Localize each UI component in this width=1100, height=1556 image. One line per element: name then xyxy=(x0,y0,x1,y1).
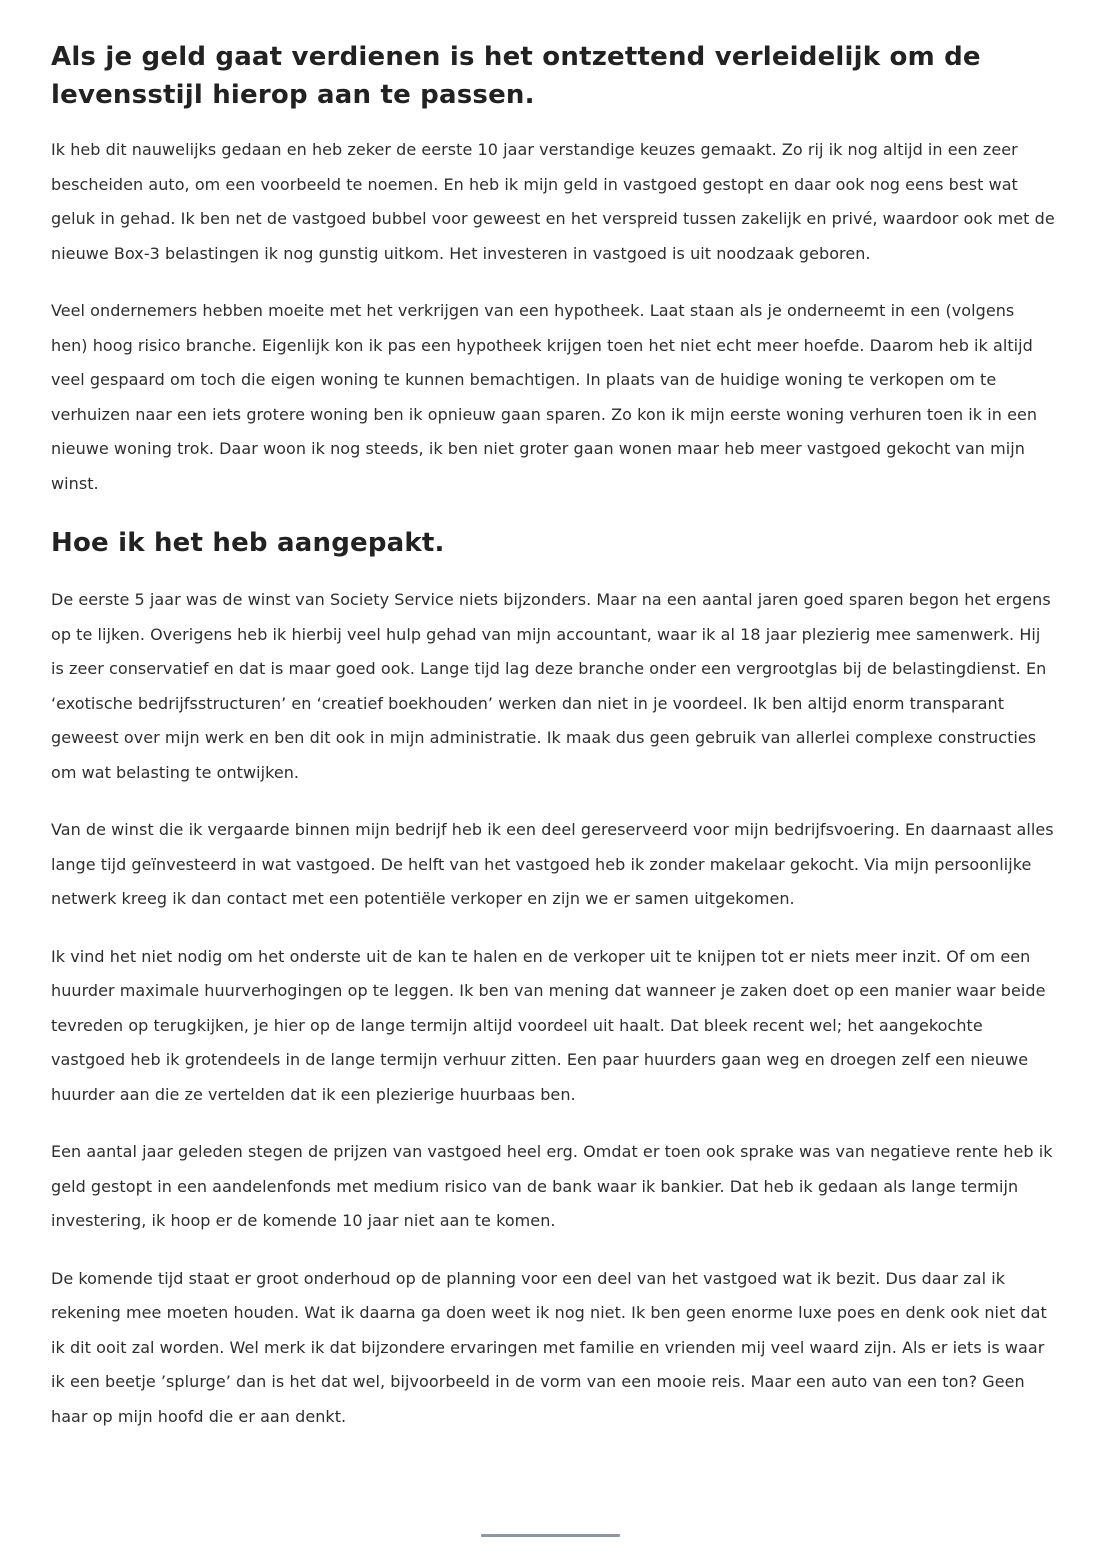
paragraph-5: Ik vind het niet nodig om het onderste uit de kan te halen en de verkoper uit te knijpen tot er niets meer inzit. Of om een huurder maximale huurverhogingen op te leggen. Ik ben van mening dat wanneer je zaken doet op een manier waar beide tevreden op terugkijken, je hier op de lange termijn altijd voordeel uit haalt. Dat bleek recent wel; het aangekochte vastgoed heb ik grotendeels in de lange termijn verhuur zitten. Een paar huurders gaan weg en droegen zelf een nieuwe huurder aan die ze vertelden dat ik een plezierige huurbaas ben. xyxy=(51,946,1046,1104)
section-divider xyxy=(481,1534,620,1537)
section-heading-approach: Hoe ik het heb aangepakt. xyxy=(51,528,445,558)
paragraph-6: Een aantal jaar geleden stegen de prijzen van vastgoed heel erg. Omdat er toen ook sprake was van negatieve rente heb ik geld gestopt in een aandelenfonds met medium risico van de bank waar ik bankier. Dat heb ik gedaan als lange termijn investering, ik hoop er de komende 10 jaar niet aan te komen. xyxy=(51,1142,1053,1230)
paragraph-2: Veel ondernemers hebben moeite met het verkrijgen van een hypotheek. Laat staan als je onderneemt in een (volgens hen) hoog risico branche. Eigenlijk kon ik pas een hypotheek krijgen toen het niet echt meer hoefde. Daarom heb ik altijd veel gespaard om toch die eigen woning te kunnen bemachtigen. In plaats van de huidige woning te verkopen om te verhuizen naar een iets grotere woning ben ik opnieuw gaan sparen. Zo kon ik mijn eerste woning verhuren toen ik in een nieuwe woning trok. Daar woon ik nog steeds, ik ben niet groter gaan wonen maar heb meer vastgoed gekocht van mijn winst. xyxy=(51,301,1038,493)
paragraph-3: De eerste 5 jaar was de winst van Society Service niets bijzonders. Maar na een aantal jaren goed sparen begon het ergens op te lijken. Overigens heb ik hierbij veel hulp gehad van mijn accountant, waar ik al 18 jaar plezierig mee samenwerk. Hij is zeer conservatief en dat is maar goed ook. Lange tijd lag deze branche onder een vergrootglas bij de belastingdienst. En ‘exotische bedrijfsstructuren’ en ‘creatief boekhouden’ werken dan niet in je voordeel. Ik ben altijd enorm transparant geweest over mijn werk en ben dit ook in mijn administratie. Ik maak dus geen gebruik van allerlei complexe constructies om wat belasting te ontwijken. xyxy=(51,590,1051,782)
section-heading-lifestyle: Als je geld gaat verdienen is het ontzettend verleidelijk om de levensstijl hierop aan te passen. xyxy=(51,42,981,110)
paragraph-1: Ik heb dit nauwelijks gedaan en heb zeker de eerste 10 jaar verstandige keuzes gemaakt. Zo rij ik nog altijd in een zeer bescheiden auto, om een voorbeeld te noemen. En heb ik mijn geld in vastgoed gestopt en daar ook nog eens best wat geluk in gehad. Ik ben net de vastgoed bubbel voor geweest en het verspreid tussen zakelijk en privé, waardoor ook met de nieuwe Box-3 belastingen ik nog gunstig uitkom. Het investeren in vastgoed is uit noodzaak geboren. xyxy=(51,140,1055,263)
paragraph-4: Van de winst die ik vergaarde binnen mijn bedrijf heb ik een deel gereserveerd voor mijn bedrijfsvoering. En daarnaast alles lange tijd geïnvesteerd in wat vastgoed. De helft van het vastgoed heb ik zonder makelaar gekocht. Via mijn persoonlijke netwerk kreeg ik dan contact met een potentiële verkoper en zijn we er samen uitgekomen. xyxy=(51,820,1054,908)
article-body xyxy=(51,38,1055,1457)
paragraph-7: De komende tijd staat er groot onderhoud op de planning voor een deel van het vastgoed wat ik bezit. Dus daar zal ik rekening mee moeten houden. Wat ik daarna ga doen weet ik nog niet. Ik ben geen enorme luxe poes en denk ook niet dat ik dit ooit zal worden. Wel merk ik dat bijzondere ervaringen met familie en vrienden mij veel waard zijn. Als er iets is waar ik een beetje ’splurge’ dan is het dat wel, bijvoorbeeld in de vorm van een mooie reis. Maar een auto van een ton? Geen haar op mijn hoofd die er aan denkt. xyxy=(51,1268,1047,1426)
